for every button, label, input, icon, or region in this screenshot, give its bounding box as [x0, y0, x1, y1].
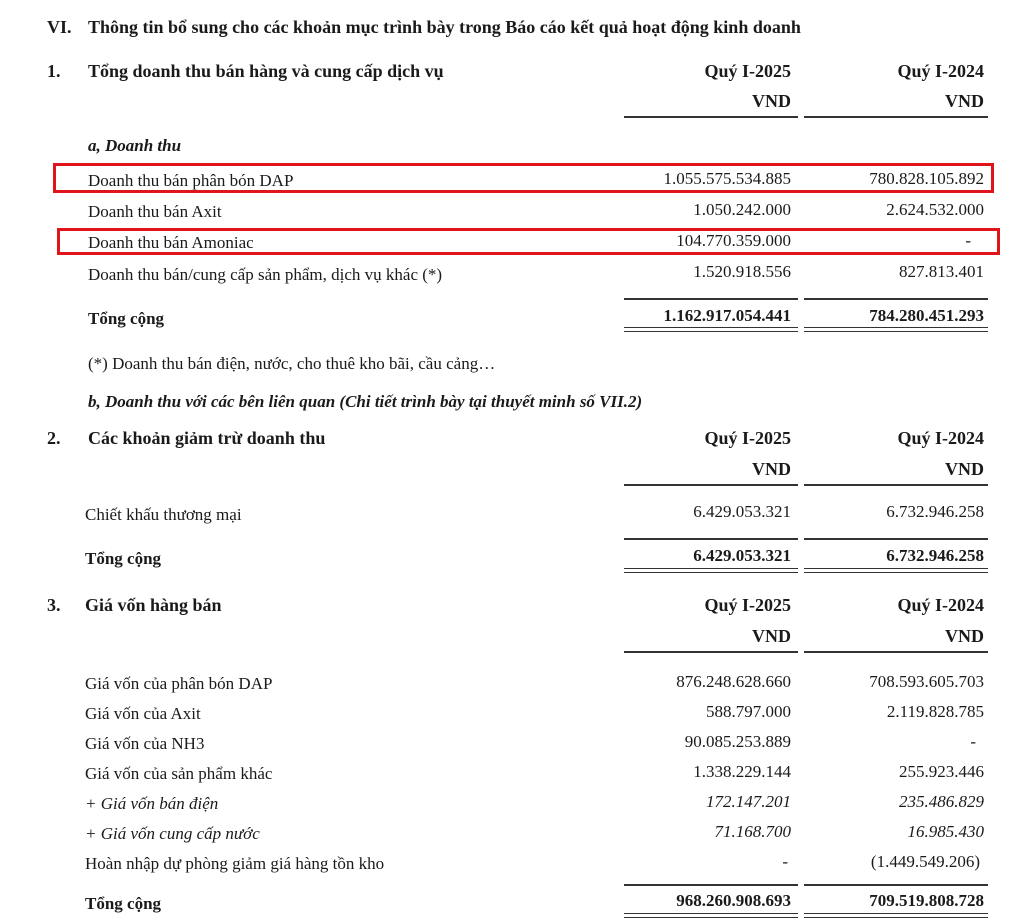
row-value-2025: 1.520.918.556 [693, 262, 791, 281]
total-double-underline [624, 327, 798, 332]
row-value-2025: 1.050.242.000 [693, 200, 791, 219]
row-value-2024: - [970, 732, 976, 751]
total-label: Tổng cộng [88, 309, 165, 328]
total-double-underline [624, 568, 798, 573]
part1-col2-unit: VND [945, 91, 984, 111]
part2-title: Các khoản giảm trừ doanh thu [88, 428, 326, 448]
row-value-2025: 71.168.700 [714, 822, 791, 841]
total-overline [804, 884, 988, 886]
total-value-2024: 709.519.808.728 [869, 891, 984, 910]
total-value-2024: 6.732.946.258 [886, 546, 984, 565]
row-value-2024: 708.593.605.703 [869, 672, 984, 691]
row-value-2025: 1.055.575.534.885 [663, 169, 791, 188]
part2-col2-unit: VND [945, 459, 984, 479]
section-number: VI. [47, 17, 72, 37]
row-label: + Giá vốn bán điện [85, 794, 219, 813]
row-label: Doanh thu bán Amoniac [88, 233, 254, 252]
part1-title: Tổng doanh thu bán hàng và cung cấp dịch vụ [88, 61, 444, 81]
row-value-2024: 255.923.446 [899, 762, 984, 781]
row-label: Giá vốn của phân bón DAP [85, 674, 273, 693]
header-underline [624, 484, 798, 486]
header-underline [624, 116, 798, 118]
row-value-2024: 235.486.829 [899, 792, 984, 811]
header-underline [804, 116, 988, 118]
row-value-2024: 780.828.105.892 [869, 169, 984, 188]
header-underline [624, 651, 798, 653]
total-overline [624, 538, 798, 540]
row-value-2024: 16.985.430 [907, 822, 984, 841]
highlight-box [57, 228, 1000, 255]
row-value-2024: 827.813.401 [899, 262, 984, 281]
subheading-related-parties: b, Doanh thu với các bên liên quan (Chi tiết trình bày tại thuyết minh số VII.2) [88, 392, 643, 411]
row-label: Giá vốn của NH3 [85, 734, 205, 753]
row-label: Giá vốn của sản phẩm khác [85, 764, 273, 783]
section-title: Thông tin bổ sung cho các khoản mục trình bày trong Báo cáo kết quả hoạt động kinh doanh [88, 17, 801, 37]
footnote: (*) Doanh thu bán điện, nước, cho thuê kho bãi, cầu cảng… [88, 354, 496, 373]
row-label: Giá vốn của Axit [85, 704, 201, 723]
part1-col2-header: Quý I-2024 [897, 61, 984, 81]
total-double-underline [804, 327, 988, 332]
total-overline [804, 538, 988, 540]
total-value-2024: 784.280.451.293 [869, 306, 984, 325]
total-overline [804, 298, 988, 300]
row-value-2025: 1.338.229.144 [693, 762, 791, 781]
row-value-2025: 90.085.253.889 [684, 732, 791, 751]
part2-number: 2. [47, 428, 61, 448]
total-double-underline [804, 913, 988, 918]
part1-number: 1. [47, 61, 61, 81]
row-value-2025: 588.797.000 [706, 702, 791, 721]
row-label: Doanh thu bán/cung cấp sản phẩm, dịch vụ khác (*) [88, 265, 443, 284]
part1-col1-unit: VND [752, 91, 791, 111]
part3-col1-header: Quý I-2025 [704, 595, 791, 615]
row-value-2024: 6.732.946.258 [886, 502, 984, 521]
total-value-2025: 6.429.053.321 [693, 546, 791, 565]
row-label: Doanh thu bán phân bón DAP [88, 171, 294, 190]
part3-col2-header: Quý I-2024 [897, 595, 984, 615]
part3-number: 3. [47, 595, 61, 615]
row-value-2025: 104.770.359.000 [676, 231, 791, 250]
row-value-2024: 2.624.532.000 [886, 200, 984, 219]
header-underline [804, 484, 988, 486]
row-value-2025: 6.429.053.321 [693, 502, 791, 521]
header-underline [804, 651, 988, 653]
row-label: Hoàn nhập dự phòng giảm giá hàng tồn kho [85, 854, 385, 873]
total-double-underline [624, 913, 798, 918]
row-value-2025: - [782, 852, 788, 871]
total-overline [624, 884, 798, 886]
part3-col2-unit: VND [945, 626, 984, 646]
row-value-2024: 2.119.828.785 [886, 702, 984, 721]
part1-col1-header: Quý I-2025 [704, 61, 791, 81]
row-value-2025: 172.147.201 [706, 792, 791, 811]
total-label: Tổng cộng [85, 549, 162, 568]
row-label: Doanh thu bán Axit [88, 202, 222, 221]
total-double-underline [804, 568, 988, 573]
total-value-2025: 968.260.908.693 [676, 891, 791, 910]
row-label: Chiết khấu thương mại [85, 505, 242, 524]
part3-title: Giá vốn hàng bán [85, 595, 222, 615]
subheading-revenue: a, Doanh thu [88, 136, 182, 155]
row-label: + Giá vốn cung cấp nước [85, 824, 260, 843]
total-overline [624, 298, 798, 300]
part2-col1-header: Quý I-2025 [704, 428, 791, 448]
row-value-2024: - [965, 231, 971, 250]
part3-col1-unit: VND [752, 626, 791, 646]
row-value-2025: 876.248.628.660 [676, 672, 791, 691]
highlight-box [53, 163, 994, 193]
part2-col2-header: Quý I-2024 [897, 428, 984, 448]
part2-col1-unit: VND [752, 459, 791, 479]
row-value-2024: (1.449.549.206) [870, 852, 980, 871]
total-value-2025: 1.162.917.054.441 [663, 306, 791, 325]
total-label: Tổng cộng [85, 894, 162, 913]
